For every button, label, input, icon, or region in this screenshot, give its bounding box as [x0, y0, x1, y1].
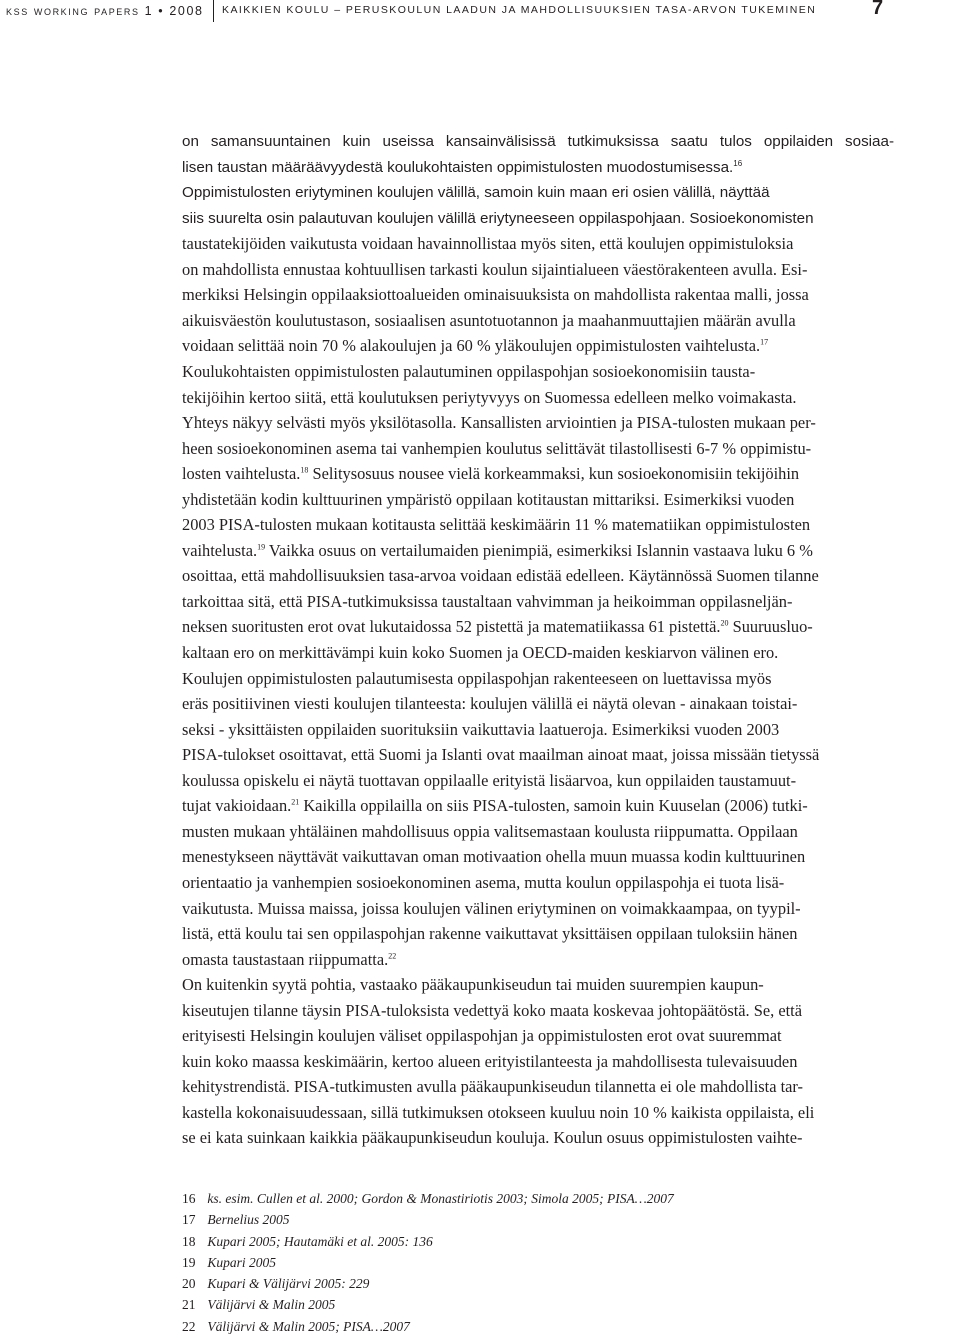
- footnote-text: Kupari 2005; Hautamäki et al. 2005: 136: [207, 1233, 433, 1249]
- footnote-text: Välijärvi & Malin 2005; PISA…2007: [207, 1318, 410, 1334]
- series-title: kss working papers 1 • 2008: [6, 4, 204, 18]
- footnote-ref[interactable]: 20: [720, 618, 729, 628]
- footnote-text: ks. esim. Cullen et al. 2000; Gordon & Monastiriotis 2003; Simola 2005; PISA…2007: [207, 1191, 674, 1206]
- body-line: koulussa opiskelu ei näytä tuottavan oppilaalle erityistä lisäarvoa, kun oppilaiden taustamuut-: [182, 770, 797, 790]
- body-line: kuin koko maassa keskimäärin, kertoo alueen erityistilanteesta ja mahdollisesta tulevaisuuden: [182, 1051, 798, 1071]
- body-line: tekijöihin kertoo siitä, että koulutuksen periytyvyys on Suomessa edelleen melko voimakasta.: [182, 387, 797, 407]
- body-line: seksi - yksittäisten oppilaiden suorituksiin vaikuttavia laatueroja. Esimerkiksi vuoden 2003: [182, 719, 780, 739]
- body-line: vaikutusta. Muissa maissa, joissa koulujen välinen eriytyminen on voimakkaampaa, on tyypil-: [182, 898, 801, 918]
- body-line: kehitystrendistä. PISA-tutkimusten avulla pääkaupunkiseudun tilannetta ei ole mahdollista tar-: [182, 1077, 804, 1097]
- body-line: erityisesti Helsingin koulujen väliset oppilaspohjan ja oppimistulosten erot ovat suuremmat: [182, 1026, 782, 1046]
- body-line: neksen suoritusten erot ovat lukutaidossa 52 pistettä ja matematiikassa 61 pistettä.$^{20}$ Suuruusluo-: [182, 617, 813, 637]
- footnote-ref[interactable]: 16: [733, 158, 743, 168]
- body-line: voidaan selittää noin 70 % alakoulujen ja 60 % yläkoulujen oppimistulosten vaihtelusta.$^{17}$: [182, 336, 769, 356]
- body-line: on mahdollista ennustaa kohtuullisen tarkasti koulun sijaintialueen väestörakenteen avulla. Esi-: [182, 259, 808, 279]
- chapter-title: KAIKKIEN KOULU – PERUSKOULUN LAADUN JA MAHDOLLISUUKSIEN TASA-ARVON TUKEMINEN: [222, 4, 817, 16]
- footnote-ref[interactable]: 19: [257, 542, 266, 552]
- footnote-number: 20: [182, 1276, 196, 1292]
- page-number: 7: [872, 0, 884, 19]
- body-line: eräs positiivinen viesti koulujen tilanteesta: koulujen välillä ei näytä olevan - ainakaan toistai-: [182, 694, 798, 714]
- body-line: vaihtelusta.$^{19}$ Vaikka osuus on vertailumaiden pienimpiä, esimerkiksi Islannin vastaava luku 6 %: [182, 540, 813, 560]
- footnote-text: Kupari 2005: [207, 1254, 277, 1270]
- body-line: siis suurelta osin palautuvan koulujen välillä eriytyneeseen oppilaspohjaan. Sosioekonomisten: [182, 209, 814, 227]
- body-line: kiseutujen tilanne täysin PISA-tuloksista vedettyä koko maata koskevaa johtopäätöstä. Se, että: [182, 1000, 802, 1020]
- body-line: merkiksi Helsingin oppilaaksiottoalueiden ominaisuuksista on mahdollista rakentaa malli, jossa: [182, 285, 809, 305]
- footnote-number: 21: [182, 1297, 196, 1313]
- footnote: [182, 1316, 674, 1337]
- footnote-number: 19: [182, 1254, 196, 1270]
- footnote-ref[interactable]: 22: [388, 951, 397, 961]
- body-line: Yhteys näkyy selvästi myös yksilötasolla. Kansallisten arviointien ja PISA-tulosten mukaan per-: [182, 413, 816, 433]
- body-line: losten vaihtelusta.$^{18}$ Selitysosuus nousee vielä korkeammaksi, kun sosioekonomisiin tekijöihin: [182, 464, 800, 484]
- body-line: orientaatio ja vanhempien sosioekonominen asema, mutta koulun oppilaspohja ei tuota lisä-: [182, 872, 785, 892]
- footnote: [182, 1188, 674, 1209]
- running-header: [6, 0, 886, 22]
- header-divider: [213, 0, 214, 22]
- body-line: Oppimistulosten eriytyminen koulujen välillä, samoin kuin maan eri osien välillä, näyttää: [182, 184, 770, 202]
- footnote-number: 17: [182, 1212, 196, 1228]
- body-line: osoittaa, että mahdollisuuksien tasa-arvoa voidaan edistää edelleen. Käytännössä Suomen tilanne: [182, 566, 819, 586]
- footnote-number: 22: [182, 1318, 196, 1334]
- body-line: se ei kata suinkaan kaikkia pääkaupunkiseudun kouluja. Koulun osuus oppimistulosten vaihte-: [182, 1128, 803, 1148]
- footnote-number: 18: [182, 1233, 196, 1249]
- body-line: PISA-tulokset osoittavat, että Suomi ja Islanti ovat maailman ainoat maat, joissa missään tietyssä: [182, 745, 820, 765]
- footnote: [182, 1209, 674, 1230]
- footnote: [182, 1294, 674, 1315]
- body-line: listä, että koulu tai sen oppilaspohjan rakenne vaikuttavat yksittäisen oppilaan tuloksiin hänen: [182, 924, 798, 944]
- body-line: taustatekijöiden vaikutusta voidaan havainnollistaa myös siten, että koulujen oppimistuloksia: [182, 234, 794, 254]
- footnotes: [182, 1188, 674, 1337]
- body-line: Koulukohtaisten oppimistulosten palautuminen oppilaspohjan sosioekonomisiin tausta-: [182, 361, 756, 381]
- body-line: on samansuuntainen kuin useissa kansainvälisissä tutkimuksissa saatu tulos oppilaiden sosiaa-: [182, 133, 894, 150]
- body-line: 2003 PISA-tulosten mukaan kotitausta selittää keskimäärin 11 % matematiikan oppimistulosten: [182, 515, 811, 535]
- footnote-text: Bernelius 2005: [207, 1212, 290, 1228]
- footnote-number: 16: [182, 1191, 196, 1206]
- footnote-ref[interactable]: 18: [300, 465, 309, 475]
- footnote-text: Kupari & Välijärvi 2005: 229: [207, 1276, 370, 1292]
- body-line: On kuitenkin syytä pohtia, vastaako pääkaupunkiseudun tai muiden suurempien kaupun-: [182, 975, 764, 995]
- footnote: [182, 1252, 674, 1273]
- body-line: tarkoittaa sitä, että PISA-tutkimuksissa taustaltaan vahvimman ja heikoimman oppilasneljän-: [182, 591, 793, 611]
- body-line: tujat vakioidaan.$^{21}$ Kaikilla oppilailla on siis PISA-tulosten, samoin kuin Kuuselan (2006) tutki-: [182, 796, 808, 816]
- body-line: menestykseen näyttävät vaikuttavan oman motivaation ohella muun muassa kodin kulttuurinen: [182, 847, 806, 867]
- body-line: musten mukaan yhtäläinen mahdollisuus oppia valitsemastaan koulusta riippumatta. Oppilaan: [182, 821, 798, 841]
- body-line: Koulujen oppimistulosten palautumisesta oppilaspohjan rakenteeseen on luettavissa myös: [182, 668, 772, 688]
- footnote: [182, 1231, 674, 1252]
- body-line: aikuisväestön koulutustason, sosiaalisen asuntotuotannon ja maahanmuuttajien määrän avulla: [182, 310, 796, 330]
- body-line: omasta taustastaan riippumatta.$^{22}$: [182, 949, 397, 969]
- body-line: heen sosioekonominen asema tai vanhempien koulutus selittävät tilastollisesti 6-7 % oppimistu-: [182, 438, 812, 458]
- body-line: kaltaan ero on merkittävämpi kuin koko Suomen ja OECD-maiden keskiarvon välinen ero.: [182, 643, 779, 662]
- footnote-text: Välijärvi & Malin 2005: [207, 1297, 336, 1313]
- footnote-ref[interactable]: 21: [291, 797, 300, 807]
- body-line: lisen taustan määräävyydestä koulukohtaisten oppimistulosten muodostumisessa.$^{16}$: [182, 158, 743, 176]
- footnote: [182, 1273, 674, 1294]
- body-line: kastella kokonaisuudessaan, sillä tutkimuksen otokseen kuuluu noin 10 % kaikista oppilaista, eli: [182, 1102, 815, 1122]
- footnote-ref[interactable]: 17: [760, 337, 769, 347]
- body-line: yhdistetään kodin kulttuurinen ympäristö oppilaan kotitaustan mittariksi. Esimerkiksi vuoden: [182, 489, 795, 509]
